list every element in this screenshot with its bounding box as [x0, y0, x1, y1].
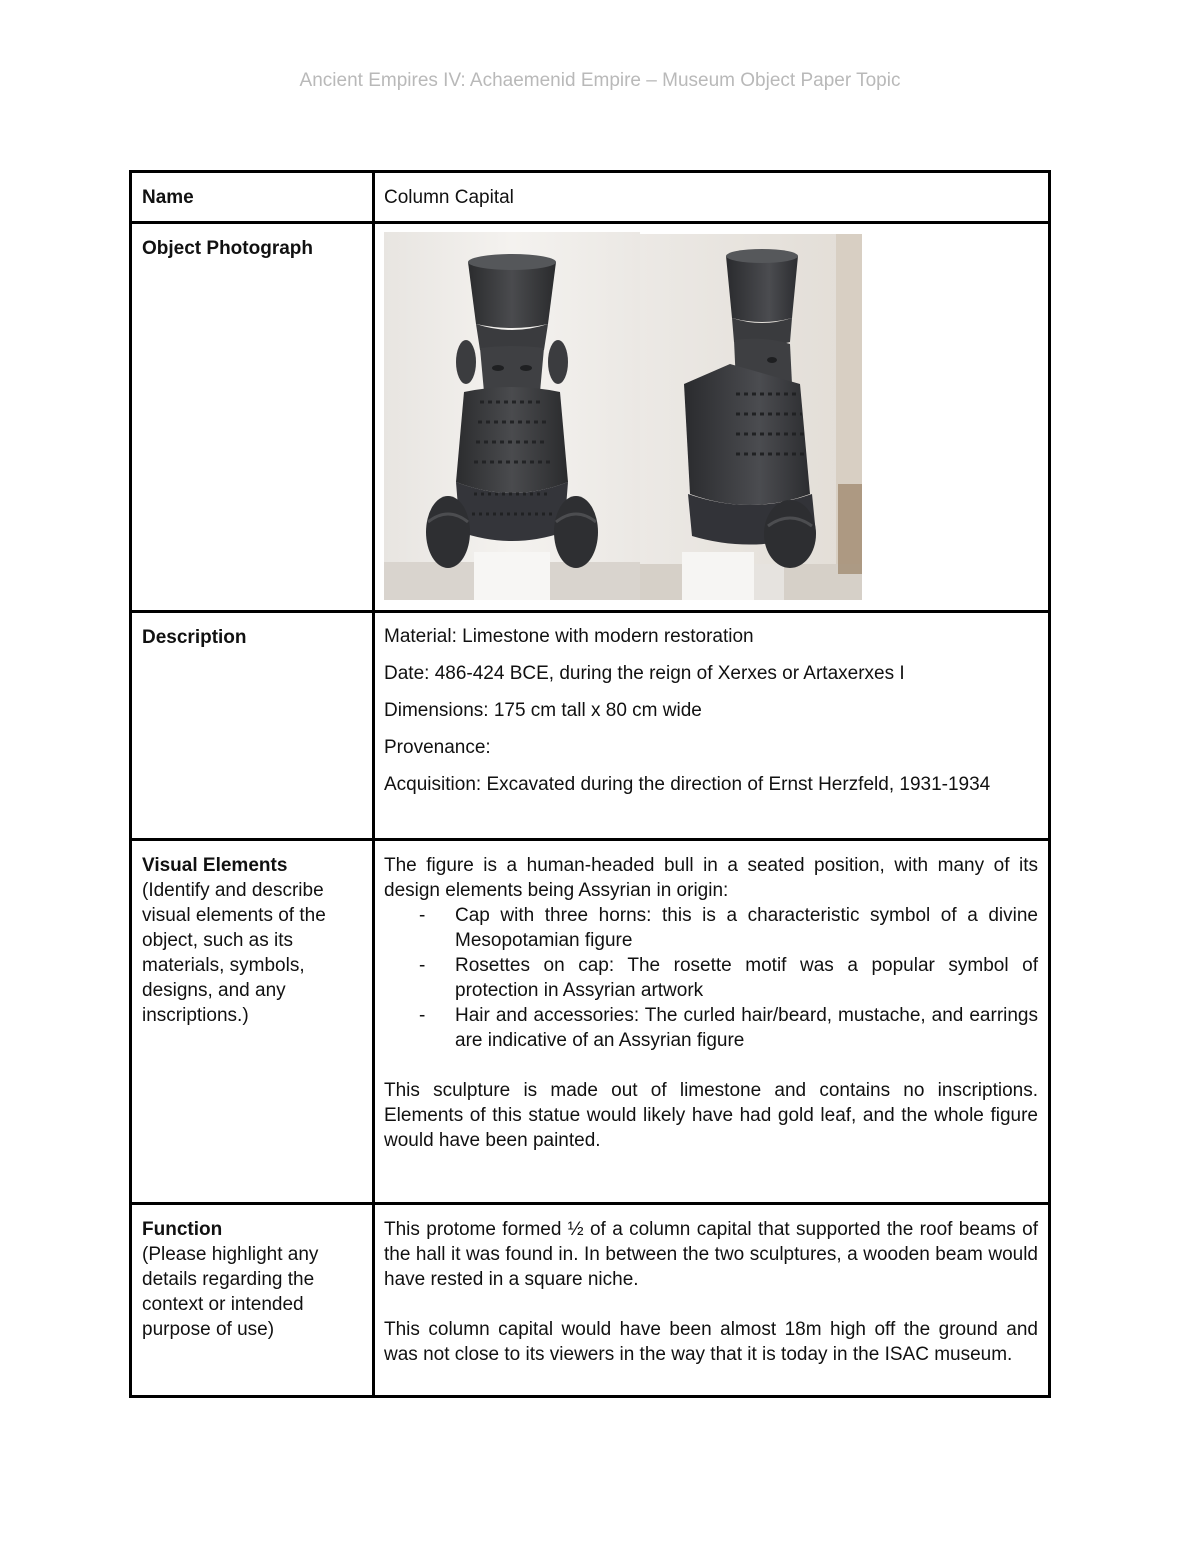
- list-item: - Rosettes on cap: The rosette motif was a popular symbol of protection in Assyrian artwork: [419, 955, 1038, 1001]
- page-header: Ancient Empires IV: Achaemenid Empire – Museum Object Paper Topic: [299, 70, 901, 91]
- table-row-name: [131, 172, 1050, 223]
- visual-bullet-list: [384, 903, 1038, 1053]
- function-label: Function: [142, 1219, 223, 1240]
- photo-value-cell: [374, 223, 1050, 612]
- table-row-visual-elements: [131, 840, 1050, 1204]
- description-value-cell: [374, 612, 1050, 840]
- name-value-cell: [374, 172, 1050, 223]
- front-view-sculpture-image: [384, 232, 640, 600]
- object-photographs: [384, 234, 1038, 600]
- visual-intro: The figure is a human-headed bull in a seated position, with many of its design elements being Assyrian in origin:: [384, 855, 1038, 901]
- description-label: Description: [142, 627, 247, 648]
- function-value-cell: [374, 1204, 1050, 1397]
- description-label-cell: [131, 612, 374, 840]
- visual-label: Visual Elements: [142, 855, 288, 876]
- function-paragraph-2: This column capital would have been almost 18m high off the ground and was not close to its viewers in the way that it is today in the ISAC museum.: [384, 1319, 1038, 1365]
- description-dimensions: Dimensions: 175 cm tall x 80 cm wide: [384, 700, 702, 721]
- table-row-function: [131, 1204, 1050, 1397]
- photo-label: Object Photograph: [142, 238, 313, 259]
- description-provenance: Provenance:: [384, 737, 491, 758]
- visual-paragraph: This sculpture is made out of limestone and contains no inscriptions. Elements of this statue would likely have had gold leaf, and the whole figure would have been painted.: [384, 1080, 1038, 1151]
- visual-sublabel: (Identify and describe visual elements of the object, such as its materials, symbols, designs, and any inscriptions.): [142, 880, 326, 1026]
- visual-value-cell: [374, 840, 1050, 1204]
- name-value: Column Capital: [384, 187, 514, 208]
- bullet-dash: -: [419, 1005, 426, 1026]
- list-item: - Hair and accessories: The curled hair/beard, mustache, and earrings are indicative of an Assyrian figure: [419, 1005, 1038, 1051]
- description-material: Material: Limestone with modern restoration: [384, 626, 754, 647]
- table-row-description: [131, 612, 1050, 840]
- bullet-dash: -: [419, 955, 426, 976]
- bullet-dash: -: [419, 905, 426, 926]
- description-date: Date: 486-424 BCE, during the reign of Xerxes or Artaxerxes I: [384, 663, 905, 684]
- function-paragraph-1: This protome formed ½ of a column capital that supported the roof beams of the hall it was found in. In between the two sculptures, a wooden beam would have rested in a square niche.: [384, 1219, 1038, 1290]
- name-label-cell: [131, 172, 374, 223]
- function-sublabel: (Please highlight any details regarding the context or intended purpose of use): [142, 1244, 319, 1340]
- side-view-sculpture-image: [640, 234, 862, 600]
- list-item: - Cap with three horns: this is a characteristic symbol of a divine Mesopotamian figure: [419, 905, 1038, 951]
- visual-label-cell: [131, 840, 374, 1204]
- function-label-cell: [131, 1204, 374, 1397]
- object-table: [129, 170, 1051, 1398]
- description-acquisition: Acquisition: Excavated during the direction of Ernst Herzfeld, 1931-1934: [384, 774, 991, 795]
- table-row-photo: [131, 223, 1050, 612]
- object-photo-front: [384, 232, 640, 600]
- object-photo-side: [640, 234, 862, 600]
- name-label: Name: [142, 187, 194, 208]
- photo-label-cell: [131, 223, 374, 612]
